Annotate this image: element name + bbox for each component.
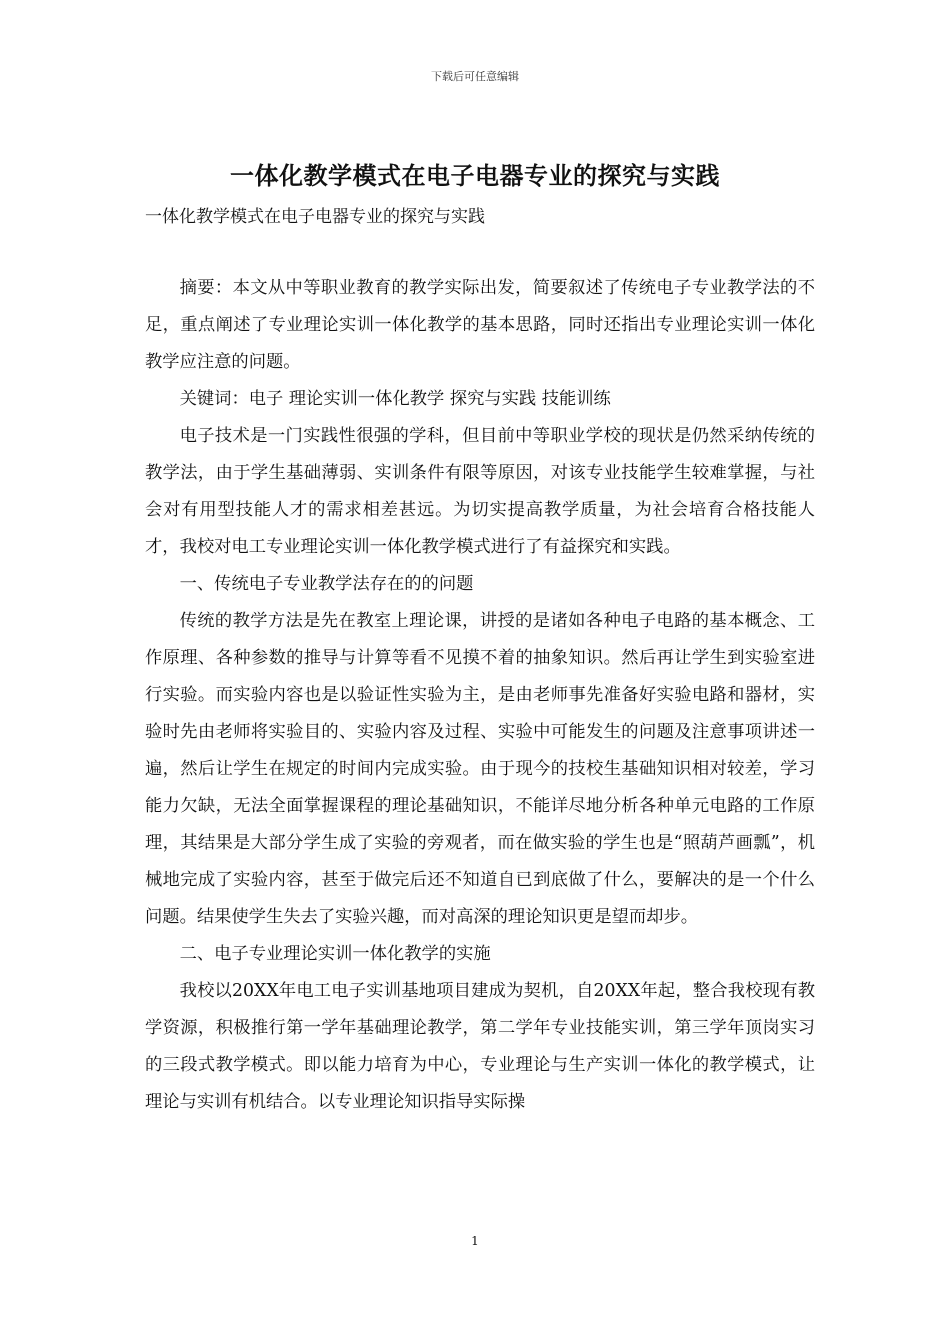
page-number: 1 [471,1234,479,1248]
section-2-paragraph: 我校以20XX年电工电子实训基地项目建成为契机，自20XX年起，整合我校现有教学资源，积极推行第一学年基础理论教学，第二学年专业技能实训，第三学年顶岗实习的三段式教学模式。即以能力培育为中心，专业理论与生产实训一体化的教学模式，让理论与实训有机结合。以专业理论知识指导实际操 [145,981,815,1112]
document-subtitle: 一体化教学模式在电子电器专业的探究与实践 [145,207,485,227]
abstract-paragraph: 摘要：本文从中等职业教育的教学实际出发，简要叙述了传统电子专业教学法的不足，重点阐述了专业理论实训一体化教学的基本思路，同时还指出专业理论实训一体化教学应注意的问题。 [145,278,815,372]
section-heading-1: 一、传统电子专业教学法存在的的问题 [179,574,474,594]
keywords-paragraph: 关键词：电子 理论实训一体化教学 探究与实践 技能训练 [179,389,611,409]
document-body [145,270,815,1121]
document-title: 一体化教学模式在电子电器专业的探究与实践 [230,161,720,190]
section-heading-2: 二、电子专业理论实训一体化教学的实施 [179,944,491,964]
page-header-note: 下载后可任意编辑 [431,70,519,83]
section-1-paragraph: 传统的教学方法是先在教室上理论课，讲授的是诸如各种电子电路的基本概念、工作原理、各种参数的推导与计算等看不见摸不着的抽象知识。然后再让学生到实验室进行实验。而实验内容也是以验证性实验为主，是由老师事先准备好实验电路和器材，实验时先由老师将实验目的、实验内容及过程、实验中可能发生的问题及注意事项讲述一遍，然后让学生在规定的时间内完成实验。由于现今的技校生基础知识相对较差，学习能力欠缺，无法全面掌握课程的理论基础知识，不能详尽地分析各种单元电路的工作原理，其结果是大部分学生成了实验的旁观者，而在做实验的学生也是“照葫芦画瓢”，机械地完成了实验内容，甚至于做完后还不知道自已到底做了什么，要解决的是一个什么问题。结果使学生失去了实验兴趣，而对高深的理论知识更是望而却步。 [145,611,815,927]
intro-paragraph: 电子技术是一门实践性很强的学科，但目前中等职业学校的现状是仍然采纳传统的教学法，由于学生基础薄弱、实训条件有限等原因，对该专业技能学生较难掌握，与社会对有用型技能人才的需求相差甚远。为切实提高教学质量，为社会培育合格技能人才，我校对电工专业理论实训一体化教学模式进行了有益探究和实践。 [145,426,815,557]
